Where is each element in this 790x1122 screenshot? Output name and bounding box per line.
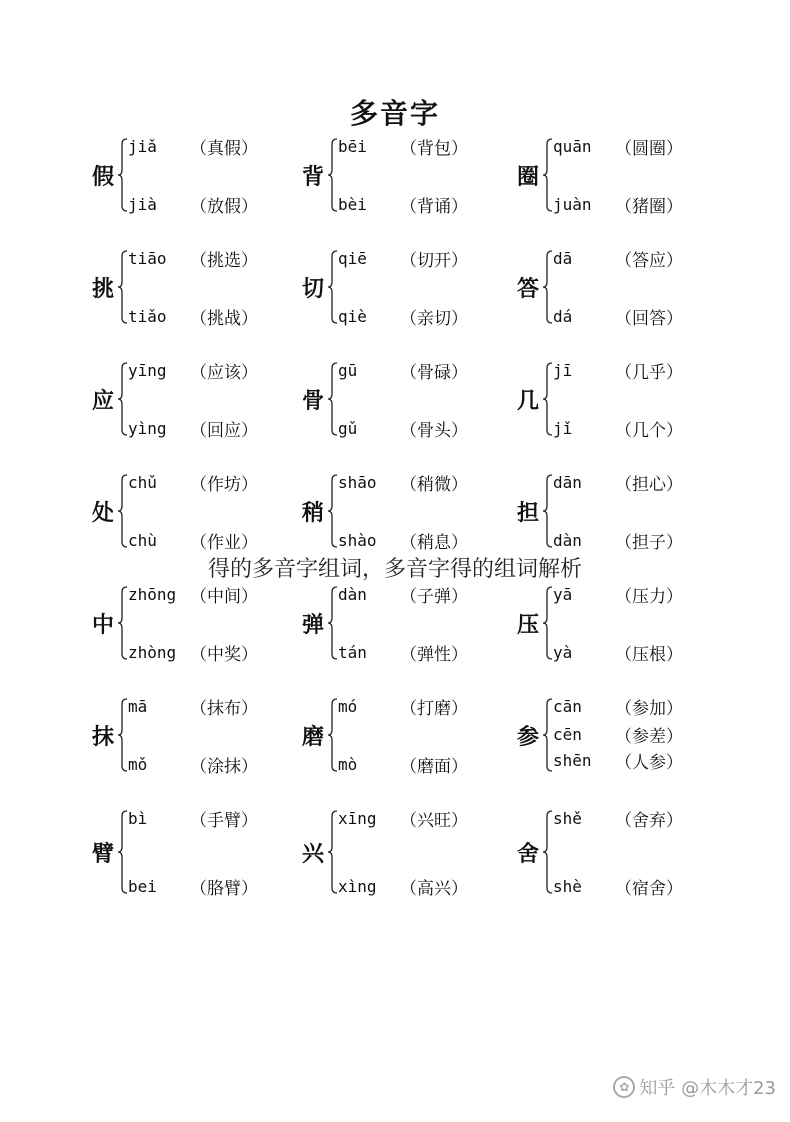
- example-word: （回应）: [190, 420, 258, 441]
- pinyin: dān: [553, 472, 582, 492]
- example-word: （圆圈）: [615, 138, 683, 159]
- reading-line: [338, 530, 513, 553]
- pinyin: dā: [553, 248, 573, 268]
- pinyin: gǔ: [338, 418, 358, 438]
- pinyin: yīng: [128, 360, 167, 380]
- polyphone-entry: [88, 130, 303, 220]
- polyphone-char: 舍: [516, 840, 539, 867]
- pinyin: quān: [553, 136, 592, 156]
- polyphone-entry: [298, 354, 513, 444]
- pinyin: mǒ: [128, 754, 148, 774]
- polyphone-entry: [513, 354, 728, 444]
- reading-line: [128, 248, 303, 271]
- pinyin: mā: [128, 696, 148, 716]
- pinyin: jǐ: [553, 418, 573, 438]
- example-word: （中奖）: [190, 644, 258, 665]
- example-word: （几个）: [615, 420, 683, 441]
- example-word: （挑选）: [190, 250, 258, 271]
- pinyin: xīng: [338, 808, 377, 828]
- polyphone-char: 臂: [91, 840, 114, 867]
- reading-line: [338, 696, 513, 719]
- reading-line: [128, 418, 303, 441]
- reading-line: [338, 194, 513, 217]
- reading-line: [553, 750, 728, 773]
- polyphone-char: 参: [516, 723, 539, 750]
- brace-icon: [543, 138, 553, 212]
- pinyin: tiāo: [128, 248, 167, 268]
- pinyin: bēi: [338, 136, 367, 156]
- example-word: （抹布）: [190, 698, 258, 719]
- pinyin: mó: [338, 696, 358, 716]
- example-word: （兴旺）: [400, 810, 468, 831]
- polyphone-char: 切: [301, 275, 324, 302]
- page-title: 多音字: [349, 97, 440, 130]
- polyphone-char: 假: [91, 163, 114, 190]
- pinyin: bèi: [338, 194, 367, 214]
- polyphone-entry: [513, 802, 728, 902]
- example-word: （骨碌）: [400, 362, 468, 383]
- example-word: （手臂）: [190, 810, 258, 831]
- reading-line: [338, 418, 513, 441]
- reading-line: [338, 360, 513, 383]
- polyphone-char: 弹: [301, 611, 324, 638]
- example-word: （担子）: [615, 532, 683, 553]
- brace-icon: [543, 698, 553, 772]
- reading-line: [128, 754, 303, 777]
- pinyin: qiè: [338, 306, 367, 326]
- reading-line: [553, 194, 728, 217]
- pinyin: cān: [553, 696, 582, 716]
- polyphone-entry: [298, 242, 513, 332]
- pinyin: cēn: [553, 724, 582, 744]
- reading-line: [128, 808, 303, 831]
- reading-line: [553, 876, 728, 899]
- example-word: （胳臂）: [190, 878, 258, 899]
- polyphone-entry: [513, 242, 728, 332]
- reading-line: [553, 248, 728, 271]
- pinyin: bì: [128, 808, 148, 828]
- example-word: （中间）: [190, 586, 258, 607]
- reading-line: [553, 696, 728, 719]
- polyphone-char: 背: [301, 163, 324, 190]
- reading-line: [128, 696, 303, 719]
- pinyin: tiǎo: [128, 306, 167, 326]
- polyphone-char: 压: [516, 611, 539, 638]
- polyphone-entry: [513, 130, 728, 220]
- pinyin: shēn: [553, 750, 592, 770]
- brace-icon: [328, 474, 338, 548]
- watermark-text: 知乎 @木木才23: [639, 1078, 776, 1099]
- polyphone-entry: [298, 130, 513, 220]
- example-word: （舍弃）: [615, 810, 683, 831]
- reading-line: [338, 136, 513, 159]
- polyphone-char: 抹: [91, 723, 114, 750]
- polyphone-char: 答: [516, 275, 539, 302]
- example-word: （涂抹）: [190, 756, 258, 777]
- reading-line: [553, 306, 728, 329]
- brace-icon: [543, 810, 553, 894]
- pinyin: juàn: [553, 194, 592, 214]
- reading-line: [553, 808, 728, 831]
- pinyin: chǔ: [128, 472, 157, 492]
- reading-line: [553, 472, 728, 495]
- polyphone-entry: [88, 690, 303, 780]
- example-word: （压根）: [615, 644, 683, 665]
- polyphone-entry: [88, 802, 303, 902]
- example-word: （稍微）: [400, 474, 468, 495]
- brace-icon: [118, 474, 128, 548]
- reading-line: [338, 808, 513, 831]
- reading-line: [338, 472, 513, 495]
- example-word: （作业）: [190, 532, 258, 553]
- brace-icon: [118, 138, 128, 212]
- pinyin: zhōng: [128, 584, 177, 604]
- pinyin: shè: [553, 876, 582, 896]
- pinyin: jiǎ: [128, 136, 157, 156]
- reading-line: [338, 306, 513, 329]
- example-word: （高兴）: [400, 878, 468, 899]
- brace-icon: [118, 810, 128, 894]
- watermark: [613, 1074, 776, 1100]
- brace-icon: [543, 362, 553, 436]
- pinyin: xìng: [338, 876, 377, 896]
- reading-line: [128, 136, 303, 159]
- reading-line: [553, 530, 728, 553]
- reading-line: [128, 472, 303, 495]
- reading-line: [553, 418, 728, 441]
- pinyin: yà: [553, 642, 573, 662]
- brace-icon: [118, 250, 128, 324]
- pinyin: gū: [338, 360, 358, 380]
- example-word: （几乎）: [615, 362, 683, 383]
- reading-line: [553, 584, 728, 607]
- polyphone-entry: [513, 466, 728, 556]
- brace-icon: [543, 586, 553, 660]
- reading-line: [128, 194, 303, 217]
- paw-icon: ✿: [613, 1076, 635, 1098]
- pinyin: shāo: [338, 472, 377, 492]
- reading-line: [338, 754, 513, 777]
- polyphone-entry: [88, 242, 303, 332]
- polyphone-entry: [88, 354, 303, 444]
- polyphone-entry: [298, 802, 513, 902]
- example-word: （背诵）: [400, 196, 468, 217]
- polyphone-entry: [298, 690, 513, 780]
- pinyin: shào: [338, 530, 377, 550]
- brace-icon: [118, 362, 128, 436]
- example-word: （打磨）: [400, 698, 468, 719]
- polyphone-entry: [88, 466, 303, 556]
- polyphone-char: 应: [91, 387, 114, 414]
- reading-line: [128, 584, 303, 607]
- pinyin: zhòng: [128, 642, 177, 662]
- polyphone-char: 磨: [301, 723, 324, 750]
- example-word: （骨头）: [400, 420, 468, 441]
- brace-icon: [118, 586, 128, 660]
- reading-line: [128, 306, 303, 329]
- pinyin: tán: [338, 642, 367, 662]
- example-word: （亲切）: [400, 308, 468, 329]
- brace-icon: [328, 250, 338, 324]
- example-word: （挑战）: [190, 308, 258, 329]
- pinyin: dàn: [553, 530, 582, 550]
- example-word: （磨面）: [400, 756, 468, 777]
- pinyin: shě: [553, 808, 582, 828]
- polyphone-char: 稍: [301, 499, 324, 526]
- caption-overlay: 得的多音字组词，多音字得的组词解析: [207, 557, 582, 582]
- reading-line: [338, 584, 513, 607]
- example-word: （作坊）: [190, 474, 258, 495]
- example-word: （弹性）: [400, 644, 468, 665]
- polyphone-entry: [513, 690, 728, 780]
- reading-line: [128, 530, 303, 553]
- brace-icon: [118, 698, 128, 772]
- brace-icon: [328, 586, 338, 660]
- pinyin: qiē: [338, 248, 367, 268]
- pinyin: bei: [128, 876, 157, 896]
- reading-line: [553, 136, 728, 159]
- example-word: （真假）: [190, 138, 258, 159]
- polyphone-char: 骨: [301, 387, 324, 414]
- brace-icon: [328, 138, 338, 212]
- polyphone-entry: [88, 578, 303, 668]
- example-word: （人参）: [615, 752, 683, 773]
- polyphone-char: 几: [516, 387, 539, 414]
- example-word: （稍息）: [400, 532, 468, 553]
- pinyin: yā: [553, 584, 573, 604]
- pinyin: dá: [553, 306, 573, 326]
- reading-line: [128, 876, 303, 899]
- pinyin: mò: [338, 754, 358, 774]
- pinyin: chù: [128, 530, 157, 550]
- reading-line: [553, 642, 728, 665]
- reading-line: [553, 360, 728, 383]
- example-word: （答应）: [615, 250, 683, 271]
- brace-icon: [543, 250, 553, 324]
- example-word: （应该）: [190, 362, 258, 383]
- reading-line: [553, 724, 728, 747]
- reading-line: [338, 876, 513, 899]
- brace-icon: [328, 810, 338, 894]
- polyphone-char: 中: [91, 611, 114, 638]
- reading-line: [338, 248, 513, 271]
- example-word: （参加）: [615, 698, 683, 719]
- example-word: （放假）: [190, 196, 258, 217]
- example-word: （猪圈）: [615, 196, 683, 217]
- example-word: （背包）: [400, 138, 468, 159]
- reading-line: [338, 642, 513, 665]
- polyphone-char: 担: [516, 499, 539, 526]
- polyphone-char: 兴: [301, 840, 324, 867]
- pinyin: jià: [128, 194, 157, 214]
- example-word: （子弹）: [400, 586, 468, 607]
- example-word: （切开）: [400, 250, 468, 271]
- polyphone-entry: [298, 466, 513, 556]
- brace-icon: [328, 362, 338, 436]
- pinyin: jī: [553, 360, 573, 380]
- example-word: （参差）: [615, 726, 683, 747]
- pinyin: dàn: [338, 584, 367, 604]
- example-word: （担心）: [615, 474, 683, 495]
- polyphone-char: 处: [91, 499, 114, 526]
- polyphone-entry: [298, 578, 513, 668]
- example-word: （宿舍）: [615, 878, 683, 899]
- polyphone-char: 圈: [516, 163, 539, 190]
- example-word: （回答）: [615, 308, 683, 329]
- example-word: （压力）: [615, 586, 683, 607]
- polyphone-char: 挑: [91, 275, 114, 302]
- pinyin: yìng: [128, 418, 167, 438]
- polyphone-entry: [513, 578, 728, 668]
- reading-line: [128, 360, 303, 383]
- brace-icon: [328, 698, 338, 772]
- reading-line: [128, 642, 303, 665]
- brace-icon: [543, 474, 553, 548]
